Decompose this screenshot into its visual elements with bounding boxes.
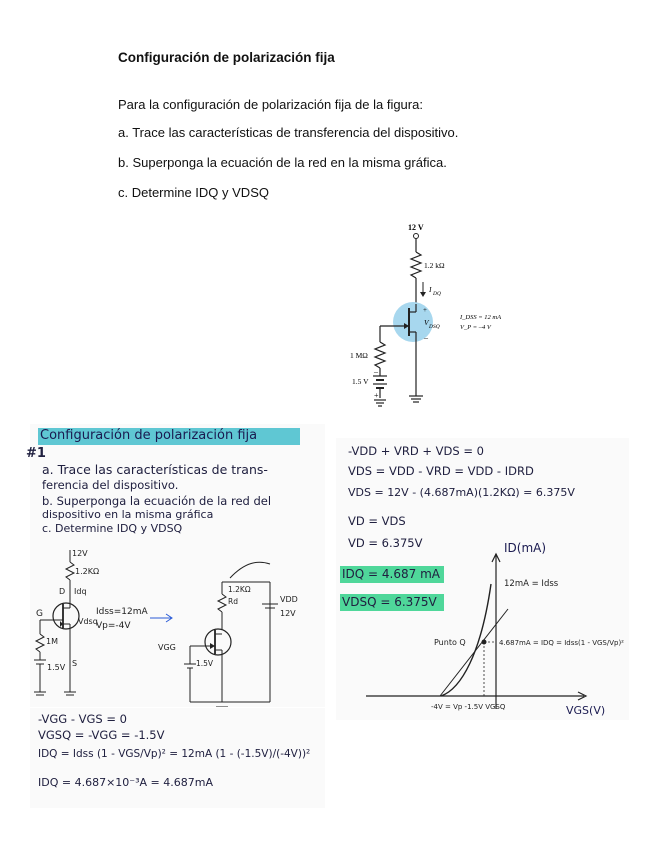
notes-bottom-line: -VGG - VGS = 0 bbox=[38, 712, 127, 726]
sk-r12: 1.2KΩ bbox=[75, 567, 100, 576]
notes-right-panel bbox=[336, 438, 629, 720]
sk-vdsq: Vdsq bbox=[78, 617, 98, 626]
q-point bbox=[482, 640, 487, 645]
idss-label: I_DSS = 12 mA bbox=[460, 314, 502, 321]
notes-bottom-line: IDQ = 4.687×10⁻³A = 4.687mA bbox=[38, 776, 213, 789]
problem-item-b: b. Superponga la ecuación de la red en la misma gráfica. bbox=[118, 155, 447, 170]
notes-left-line: c. Determine IDQ y VDSQ bbox=[42, 522, 183, 535]
sk-vgg2: VGG bbox=[158, 643, 176, 652]
rd-resistor bbox=[411, 252, 421, 278]
graph-idss-mark: 12mA = Idss bbox=[504, 579, 559, 589]
notes-bottom-panel bbox=[30, 708, 325, 808]
sk-vp: Vp=-4V bbox=[96, 621, 131, 631]
problem-number: #1 bbox=[26, 446, 46, 461]
sk-v2: 12V bbox=[280, 609, 296, 618]
idq-result: IDQ = 4.687 mA bbox=[342, 567, 440, 581]
sk-vdd: VDD bbox=[280, 595, 298, 604]
sk-id: Idq bbox=[74, 587, 87, 596]
vds-sub: DSQ bbox=[429, 324, 440, 330]
vgg-minus: – bbox=[374, 367, 378, 376]
problem-title: Configuración de polarización fija bbox=[118, 50, 335, 65]
problem-item-c: c. Determine IDQ y VDSQ bbox=[118, 185, 269, 200]
rd-label: 1.2 kΩ bbox=[424, 261, 445, 270]
sk-d: D bbox=[59, 587, 66, 596]
graph-q-label: Punto Q bbox=[434, 638, 466, 647]
vdsq-result: VDSQ = 6.375V bbox=[342, 595, 437, 609]
vp-label: V_P = –4 V bbox=[460, 324, 491, 331]
vdd-label: 12 V bbox=[408, 223, 424, 232]
vds-plus: + bbox=[423, 306, 427, 314]
problem-intro: Para la configuración de polarización fija de la figura: bbox=[118, 97, 423, 112]
notes-right-line: -VDD + VRD + VDS = 0 bbox=[348, 444, 484, 458]
id-sub: DQ bbox=[433, 291, 441, 297]
notes-left-line: dispositivo en la misma gráfica bbox=[42, 508, 214, 521]
sk-idss: Idss=12mA bbox=[96, 607, 148, 617]
sk-vgg: 1.5V bbox=[47, 663, 66, 672]
vds-label: V bbox=[424, 318, 429, 327]
vgg-plus: + bbox=[374, 391, 379, 400]
rg-resistor bbox=[375, 342, 385, 368]
sk-v15: 1.5V bbox=[196, 659, 214, 668]
sk-g: G bbox=[36, 609, 43, 619]
sk-rg: 1M bbox=[46, 637, 58, 646]
graph-x-ticks: -4V = Vp -1.5V VGSQ bbox=[431, 703, 506, 711]
circuit-figure bbox=[320, 218, 540, 408]
notes-left-line: ferencia del dispositivo. bbox=[42, 478, 179, 492]
notes-bottom-line: IDQ = Idss (1 - VGS/Vp)² = 12mA (1 - (-1.5V)/(-4V))² bbox=[38, 748, 311, 760]
notes-right-line: VD = 6.375V bbox=[348, 536, 423, 550]
sk-r2: 1.2KΩ bbox=[228, 585, 251, 594]
hand-sketch bbox=[30, 542, 325, 707]
sk-s: S bbox=[72, 659, 78, 668]
vgg-label: 1.5 V bbox=[352, 377, 369, 386]
id-label: I bbox=[429, 285, 432, 294]
notes-right-line: VDS = VDD - VRD = VDD - IDRD bbox=[348, 464, 534, 478]
vds-minus: – bbox=[424, 333, 428, 342]
notes-right-line: VDS = 12V - (4.687mA)(1.2KΩ) = 6.375V bbox=[348, 486, 575, 499]
graph-q-eq: 4.687mA = IDQ = Idss(1 - VGS/Vp)² bbox=[499, 639, 624, 647]
graph-y-axis: ID(mA) bbox=[504, 541, 547, 555]
notes-bottom-line: VGSQ = -VGG = -1.5V bbox=[38, 728, 165, 742]
transfer-graph bbox=[336, 534, 629, 720]
graph-x-axis: VGS(V) bbox=[566, 704, 606, 717]
notes-left-line: a. Trace las características de trans- bbox=[42, 462, 268, 477]
notes-right-line: VD = VDS bbox=[348, 514, 406, 528]
sk-v12: 12V bbox=[72, 549, 88, 558]
sk-rd: Rd bbox=[228, 597, 238, 606]
rg-label: 1 MΩ bbox=[350, 351, 368, 360]
problem-item-a: a. Trace las características de transferencia del dispositivo. bbox=[118, 125, 459, 140]
notes-left-line: b. Superponga la ecuación de la red del bbox=[42, 494, 272, 508]
notes-left-panel bbox=[26, 424, 325, 707]
notes-left-header: Configuración de polarización fija bbox=[40, 428, 258, 443]
